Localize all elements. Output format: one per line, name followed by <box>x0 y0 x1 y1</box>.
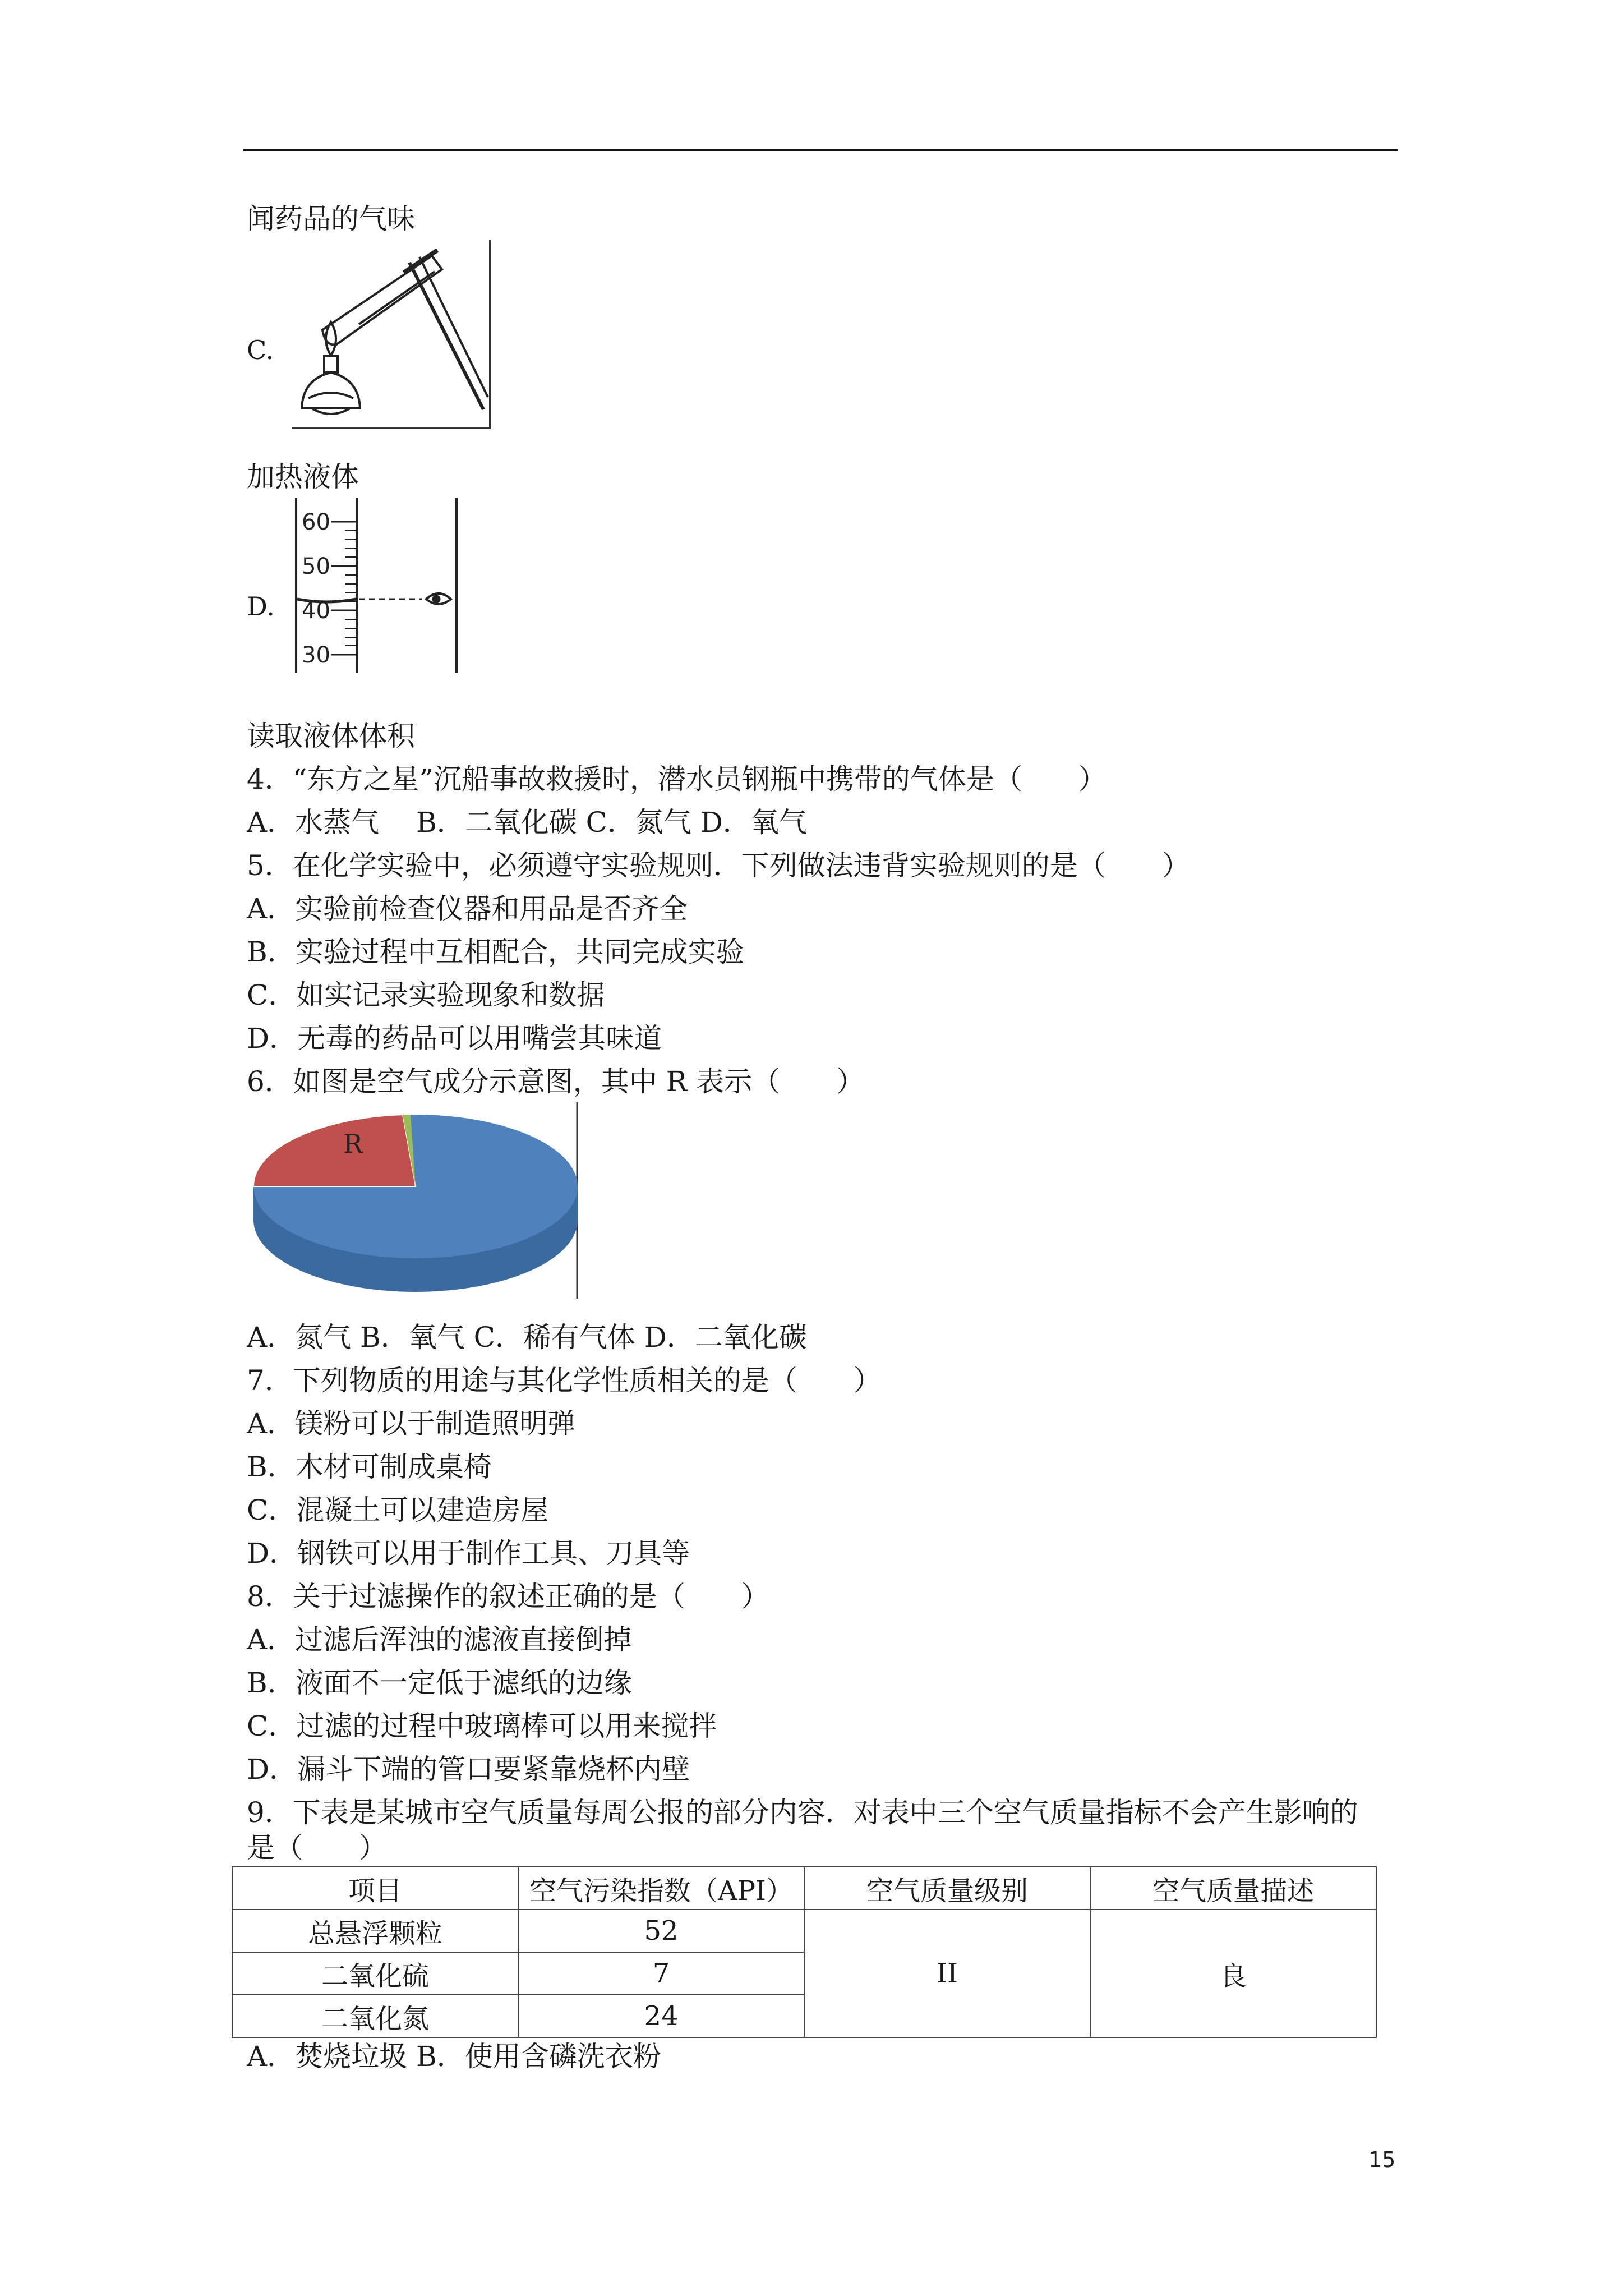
heating-liquid-figure <box>292 240 491 429</box>
option-d-label: D. <box>247 591 275 622</box>
question-8-option-c: C．过滤的过程中玻璃棒可以用来搅拌 <box>247 1710 717 1742</box>
table-header-cell: 空气质量描述 <box>1090 1867 1376 1910</box>
tick-label-60: 60 <box>302 509 330 535</box>
question-7-option-a: A．镁粉可以于制造照明弹 <box>247 1407 576 1440</box>
read-caption: 读取液体体积 <box>247 720 415 752</box>
question-7-option-d: D．钢铁可以用于制作工具、刀具等 <box>247 1537 690 1570</box>
question-6: 6．如图是空气成分示意图，其中 R 表示（ ） <box>247 1065 865 1098</box>
question-5-option-a: A．实验前检查仪器和用品是否齐全 <box>247 892 688 925</box>
question-5-option-c: C．如实记录实验现象和数据 <box>247 979 605 1011</box>
table-row <box>232 1910 1376 1952</box>
table-header-cell: 空气污染指数（API） <box>518 1867 804 1910</box>
table-cell-level: II <box>804 1910 1090 2037</box>
smell-caption: 闻药品的气味 <box>247 203 415 235</box>
question-7-option-c: C．混凝土可以建造房屋 <box>247 1494 549 1526</box>
question-8: 8．关于过滤操作的叙述正确的是（ ） <box>247 1580 769 1613</box>
question-7-option-b: B．木材可制成桌椅 <box>247 1451 492 1483</box>
table-header-cell: 空气质量级别 <box>804 1867 1090 1910</box>
question-5-option-b: B．实验过程中互相配合，共同完成实验 <box>247 936 744 968</box>
reading-volume-figure <box>292 498 460 673</box>
tick-label-50: 50 <box>302 554 330 579</box>
table-cell-api: 7 <box>518 1952 804 1995</box>
header-rule <box>243 149 1398 151</box>
question-5: 5．在化学实验中，必须遵守实验规则．下列做法违背实验规则的是（ ） <box>247 849 1190 882</box>
question-8-option-d: D．漏斗下端的管口要紧靠烧杯内壁 <box>247 1753 690 1786</box>
question-4: 4．“东方之星”沉船事故救援时，潜水员钢瓶中携带的气体是（ ） <box>247 763 1106 795</box>
question-8-option-a: A．过滤后浑浊的滤液直接倒掉 <box>247 1623 632 1656</box>
table-cell-desc: 良 <box>1090 1910 1376 2037</box>
table-cell-api: 24 <box>518 1995 804 2037</box>
heat-caption: 加热液体 <box>247 461 359 493</box>
question-9-line-2: 是（ ） <box>247 1832 387 1864</box>
question-6-options: A．氮气 B．氧气 C．稀有气体 D．二氧化碳 <box>247 1321 807 1354</box>
air-quality-table <box>232 1866 1377 2038</box>
table-header-row <box>232 1867 1376 1910</box>
table-cell-item: 二氧化氮 <box>232 1995 518 2037</box>
question-7: 7．下列物质的用途与其化学性质相关的是（ ） <box>247 1364 882 1397</box>
table-cell-item: 二氧化硫 <box>232 1952 518 1995</box>
table-cell-item: 总悬浮颗粒 <box>232 1910 518 1952</box>
pie-label-r: R <box>343 1129 363 1159</box>
question-5-option-d: D．无毒的药品可以用嘴尝其味道 <box>247 1022 662 1055</box>
option-c-label: C. <box>247 335 274 365</box>
tick-label-30: 30 <box>302 642 330 668</box>
table-header-cell: 项目 <box>232 1867 518 1910</box>
question-9-options: A．焚烧垃圾 B．使用含磷洗衣粉 <box>247 2040 661 2073</box>
question-4-options: A．水蒸气 B．二氧化碳 C．氮气 D．氧气 <box>247 806 807 839</box>
question-9-line-1: 9．下表是某城市空气质量每周公报的部分内容．对表中三个空气质量指标不会产生影响的 <box>247 1796 1358 1829</box>
table-cell-api: 52 <box>518 1910 804 1952</box>
air-composition-pie <box>247 1102 580 1299</box>
tick-label-40: 40 <box>302 598 330 624</box>
question-8-option-b: B．液面不一定低于滤纸的边缘 <box>247 1667 632 1699</box>
page-number: 15 <box>1368 2147 1396 2172</box>
